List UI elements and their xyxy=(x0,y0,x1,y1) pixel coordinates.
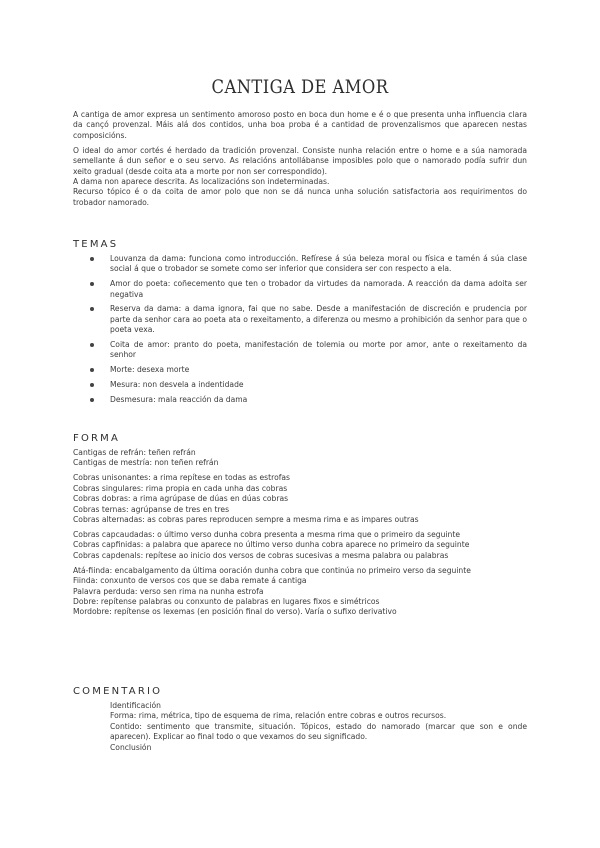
comentario-section xyxy=(110,701,527,753)
bullet-icon xyxy=(90,368,94,372)
intro-paragraph-1: A cantiga de amor expresa un sentimento amoroso posto en boca dun home e é o que presenta unha influencia clara da cançó provenzal. Máis alá dos contidos, unha boa proba é a cantidad de provenzalismos que aparecen nestas composicións. xyxy=(73,110,527,140)
temas-list xyxy=(73,254,527,410)
list-item: Amor do poeta: coñecemento que ten o trobador da virtudes da namorada. A reacción da dama adoita ser negativa xyxy=(73,279,527,300)
list-item: Morte: desexa morte xyxy=(73,365,527,375)
bullet-icon xyxy=(90,307,94,311)
forma-line: Dobre: repítense palabras ou conxunto de palabras en lugares fixos e simétricos xyxy=(73,597,380,607)
list-item: Coita de amor: pranto do poeta, manifestación de tolemia ou morte por amor, ante o rexeitamento da senhor xyxy=(73,340,527,361)
comentario-line: Identificación xyxy=(110,701,161,710)
temas-heading: TEMAS xyxy=(73,239,119,250)
intro-paragraph-4: Recurso tópico é o da coita de amor polo que non se dá nunca unha solución satisfactoria aos requirimentos do trobador namorado. xyxy=(73,187,527,207)
list-item: Desmesura: mala reacción da dama xyxy=(73,395,527,405)
bullet-icon xyxy=(90,343,94,347)
forma-line: Atá-fiinda: encabalgamento da última ooración dunha cobra que continúa no primeiro verso da seguinte xyxy=(73,565,471,575)
comentario-line: Forma: rima, métrica, tipo de esquema de rima, relación entre cobras e outros recursos. xyxy=(110,711,447,721)
bullet-icon xyxy=(90,282,94,286)
forma-line: Cobras capfinidas: a palabra que aparece no último verso dunha cobra aparece no primeiro da seguinte xyxy=(73,540,470,550)
intro-section xyxy=(73,110,527,208)
intro-paragraph-2: O ideal do amor cortés é herdado da tradición provenzal. Consiste nunha relación entre o home e a súa namorada semellante á dun señor e o seu servo. As relacións antollábanse imposibles polo que o namorado podía sufrir dun xeito gradual (desde coita ata a morte por non ser correspondido). xyxy=(73,145,527,176)
comentario-heading: COMENTARIO xyxy=(73,686,163,697)
list-item: Louvanza da dama: funciona como introducción. Refírese á súa beleza moral ou física e tamén á súa clase social á que o trobador se somete como ser inferior que considera ser con respecto a ela. xyxy=(73,254,527,275)
intro-paragraph-3: A dama non aparece descrita. As localizacións son indeterminadas. xyxy=(73,177,330,187)
bullet-icon xyxy=(90,257,94,261)
forma-line: Cobras dobras: a rima agrúpase de dúas en dúas cobras xyxy=(73,494,289,504)
bullet-icon xyxy=(90,398,94,402)
forma-heading: FORMA xyxy=(73,433,121,444)
forma-line: Cobras singulares: rima propia en cada unha das cobras xyxy=(73,483,288,493)
forma-line: Mordobre: repítense os lexemas (en posición final do verso). Varía o sufixo derivativo xyxy=(73,607,397,617)
list-item: Mesura: non desvela a indentidade xyxy=(73,380,527,390)
forma-line: Palavra perduda: verso sen rima na nunha estrofa xyxy=(73,586,264,596)
bullet-icon xyxy=(90,383,94,387)
comentario-line: Conclusión xyxy=(110,742,152,752)
forma-line: Cobras alternadas: as cobras pares reproducen sempre a mesma rima e as impares outras xyxy=(73,515,419,525)
forma-section xyxy=(73,448,527,618)
list-item: Reserva da dama: a dama ignora, fai que no sabe. Desde a manifestación de discreción e prudencia por parte da senhor cara ao poeta ata o rexeitamento, a diferenza ou mesmo a prohibición da senhor para que o poeta vexa. xyxy=(73,304,527,335)
forma-line: Cobras capdenals: repítese ao inicio dos versos de cobras sucesivas a mesma palabra ou palabras xyxy=(73,550,449,560)
page-title: CANTIGA DE AMOR xyxy=(211,76,389,98)
forma-line: Cobras capcaudadas: o último verso dunha cobra presenta a mesma rima que o primeiro da seguinte xyxy=(73,530,460,540)
forma-line: Cantigas de mestría: non teñen refrán xyxy=(73,458,219,468)
forma-line: Cantigas de refrán: teñen refrán xyxy=(73,448,196,457)
forma-line: Cobras unisonantes: a rima repítese en todas as estrofas xyxy=(73,473,291,483)
comentario-line: Contido: sentimento que transmite, situación. Tópicos, estado do namorado (marcar que son e onde aparecen). Explicar ao final todo o que vexamos do seu significado. xyxy=(110,721,527,742)
forma-line: Fiinda: conxunto de versos cos que se daba remate á cantiga xyxy=(73,576,307,586)
forma-line: Cobras ternas: agrúpanse de tres en tres xyxy=(73,504,230,514)
